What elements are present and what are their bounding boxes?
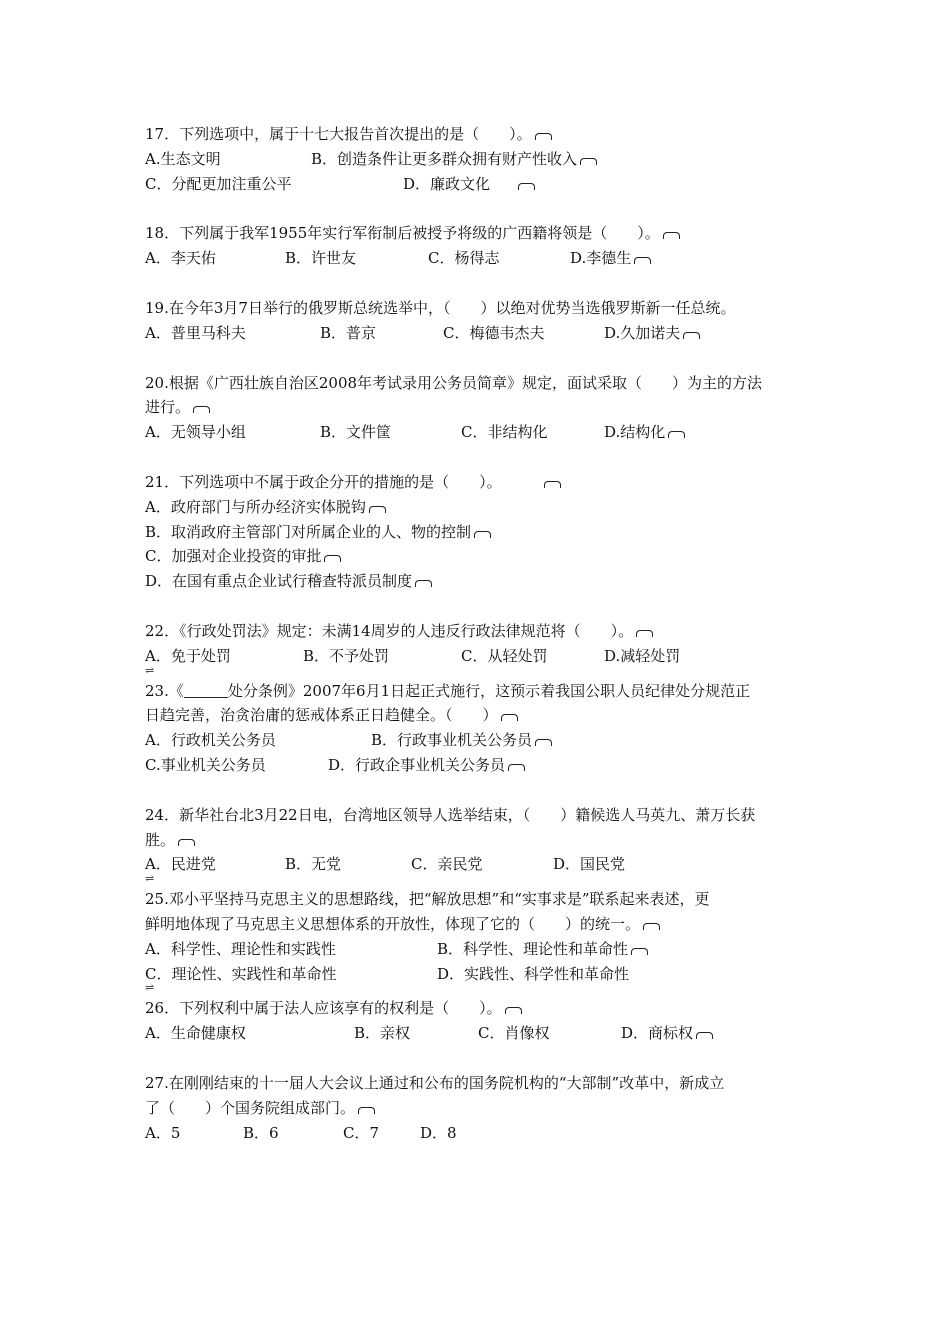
- question-stem: 20.根据《广西壮族自治区2008年考试录用公务员简章》规定，面试采取（ ）为主的方法: [145, 373, 763, 392]
- question-21: [145, 470, 815, 594]
- option-d: D.结构化: [604, 420, 685, 445]
- question-stem: 21．下列选项中不属于政企分开的措施的是（ ）。: [145, 470, 815, 495]
- question-stem: 27.在刚刚结束的十一届人大会议上通过和公布的国务院机构的“大部制”改革中，新成立: [145, 1073, 725, 1092]
- option-c: C．从轻处罚: [461, 646, 548, 665]
- fill-blank: [184, 683, 228, 698]
- paragraph-mark-icon: [663, 232, 680, 239]
- option-a: A．免于处罚: [145, 646, 231, 665]
- paragraph-mark-icon: [369, 506, 386, 513]
- option-d: D.久加诺夫: [604, 321, 700, 346]
- option-c: C.事业机关公务员: [145, 755, 266, 774]
- question-stem: 19.在今年3月7日举行的俄罗斯总统选举中，（ ）以绝对优势当选俄罗斯新一任总统。: [145, 298, 736, 317]
- paragraph-mark-icon: [535, 133, 552, 140]
- option-c: C．非结构化: [461, 423, 548, 442]
- option-c: C．加强对企业投资的审批: [145, 544, 815, 569]
- paragraph-mark-icon: [668, 431, 685, 438]
- question-20: [145, 371, 815, 445]
- option-b: B．科学性、理论性和革命性: [437, 937, 648, 962]
- paragraph-mark-icon: [324, 555, 341, 562]
- paragraph-mark-icon: [580, 158, 597, 165]
- option-d: D．廉政文化: [403, 172, 535, 197]
- question-26: [145, 996, 815, 1046]
- paragraph-mark-icon: [358, 1107, 375, 1114]
- option-d: D．实践性、科学性和革命性: [437, 964, 630, 983]
- option-c: C．分配更加注重公平: [145, 174, 292, 193]
- option-c: C．肖像权: [478, 1024, 550, 1043]
- option-a: A．生命健康权: [145, 1024, 246, 1043]
- paragraph-mark-icon: [636, 630, 653, 637]
- question-stem: 26．下列权利中属于法人应该享有的权利是（ ）。: [145, 996, 815, 1021]
- question-stem-cont: 进行。: [145, 395, 815, 420]
- option-d: D．行政企事业机关公务员: [328, 753, 525, 778]
- paragraph-mark-icon: [634, 257, 651, 264]
- paragraph-mark-icon: [415, 580, 432, 587]
- option-a: A．李天佑: [145, 249, 216, 268]
- option-b: B．许世友: [285, 249, 357, 268]
- option-b: B．创造条件让更多群众拥有财产性收入: [311, 147, 597, 172]
- question-stem-cont: 了（ ）个国务院组成部门。: [145, 1096, 815, 1121]
- paragraph-mark-icon: [683, 332, 700, 339]
- question-stem: 22．《行政处罚法》规定：未满14周岁的人违反行政法律规范将（ ）。: [145, 619, 815, 644]
- option-d: D.减轻处罚: [604, 646, 681, 665]
- option-a: A．政府部门与所办经济实体脱钩: [145, 495, 815, 520]
- paragraph-mark-icon: [631, 948, 648, 955]
- option-d: D．商标权: [621, 1021, 713, 1046]
- question-27: [145, 1071, 815, 1145]
- question-stem: 18．下列属于我军1955年实行军衔制后被授予将级的广西籍将领是（ ）。: [145, 221, 815, 246]
- exam-page: [145, 122, 815, 1170]
- paragraph-mark-icon: [193, 406, 210, 413]
- question-22: [145, 619, 815, 681]
- question-24: [145, 803, 815, 889]
- question-19: [145, 296, 815, 346]
- option-a: A.生态文明: [145, 149, 221, 168]
- question-stem-cont: 鲜明地体现了马克思主义思想体系的开放性，体现了它的（ ）的统一。: [145, 912, 815, 937]
- question-23: [145, 679, 815, 778]
- option-a: A．行政机关公务员: [145, 731, 276, 750]
- question-stem: 23.《 处分条例》2007年6月1日起正式施行，这预示着我国公职人员纪律处分规范正: [145, 681, 751, 700]
- question-25: [145, 887, 815, 998]
- paragraph-mark-icon: [474, 531, 491, 538]
- option-a: A．5: [145, 1123, 181, 1142]
- option-a: A．普里马科夫: [145, 323, 246, 342]
- option-c: C．亲民党: [411, 855, 483, 874]
- question-stem: 24．新华社台北3月22日电，台湾地区领导人选举结束，（ ）籍候选人马英九、萧万长获: [145, 805, 756, 824]
- option-d: D．8: [420, 1123, 457, 1142]
- option-d: D．在国有重点企业试行稽查特派员制度: [145, 569, 815, 594]
- option-d: D.李德生: [570, 246, 651, 271]
- question-stem: 17．下列选项中，属于十七大报告首次提出的是（ ）。: [145, 122, 815, 147]
- separator-mark: ⇌: [145, 981, 155, 995]
- option-d: D．国民党: [553, 855, 626, 874]
- option-a: A．民进党: [145, 855, 216, 874]
- option-c: C．7: [343, 1123, 380, 1142]
- option-b: B．行政事业机关公务员: [371, 728, 552, 753]
- paragraph-mark-icon: [178, 839, 195, 846]
- paragraph-mark-icon: [643, 923, 660, 930]
- option-b: B．普京: [320, 323, 377, 342]
- paragraph-mark-icon: [696, 1032, 713, 1039]
- option-a: A．科学性、理论性和实践性: [145, 939, 336, 958]
- option-b: B．文件筐: [320, 423, 392, 442]
- option-a: A．无领导小组: [145, 423, 246, 442]
- separator-mark: ⇌: [145, 872, 155, 886]
- option-c: C．杨得志: [428, 249, 500, 268]
- paragraph-mark-icon: [508, 764, 525, 771]
- question-18: [145, 221, 815, 271]
- separator-mark: ⇌: [145, 663, 155, 677]
- option-c: C．梅德韦杰夫: [443, 323, 545, 342]
- option-b: B．6: [243, 1123, 279, 1142]
- paragraph-mark-icon: [505, 1007, 522, 1014]
- option-b: B．取消政府主管部门对所属企业的人、物的控制: [145, 520, 815, 545]
- option-c: C．理论性、实践性和革命性: [145, 964, 337, 983]
- option-b: B．亲权: [354, 1024, 411, 1043]
- option-b: B．不予处罚: [303, 646, 390, 665]
- option-b: B．无党: [285, 855, 342, 874]
- paragraph-mark-icon: [535, 739, 552, 746]
- question-stem-cont: 日趋完善，治贪治庸的惩戒体系正日趋健全。（ ）: [145, 703, 815, 728]
- paragraph-mark-icon: [544, 481, 561, 488]
- question-17: [145, 122, 815, 196]
- question-stem-cont: 胜。: [145, 828, 815, 853]
- question-stem: 25.邓小平坚持马克思主义的思想路线，把“解放思想”和“实事求是”联系起来表述，更: [145, 890, 710, 909]
- paragraph-mark-icon: [501, 714, 518, 721]
- paragraph-mark-icon: [518, 183, 535, 190]
